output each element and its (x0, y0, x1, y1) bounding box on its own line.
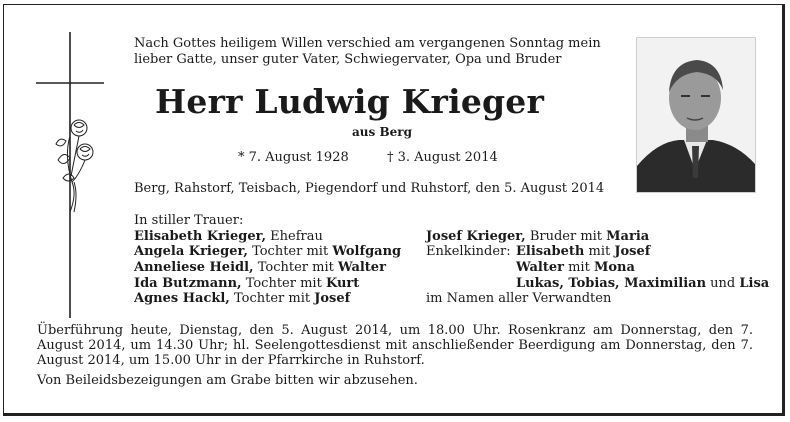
grandchild-row (516, 244, 650, 260)
grandchildren-label: Enkelkinder: (426, 244, 511, 259)
grandchild-row (516, 260, 635, 276)
mourner-name: Anneliese Heidl, (134, 260, 254, 275)
grandchildren-row (516, 276, 769, 292)
portrait-photo (636, 37, 756, 193)
mourner-row (134, 260, 386, 276)
brother-partner: Maria (606, 229, 650, 244)
mourner-relation: Tochter mit (229, 291, 315, 306)
grandchildren-names: Lukas, Tobias, Maximilian (516, 276, 707, 291)
relatives-line: im Namen aller Verwandten (426, 291, 612, 306)
origin: aus Berg (352, 125, 412, 139)
grandchild-name: Walter (516, 260, 564, 275)
mourner-partner: Wolfgang (332, 244, 402, 259)
grandchild-name: Elisabeth (516, 244, 585, 259)
mourner-name: Angela Krieger, (134, 244, 248, 259)
death-date: † 3. August 2014 (387, 150, 498, 165)
mourner-partner: Josef (314, 291, 351, 306)
mourner-name: Ida Butzmann, (134, 276, 242, 291)
deceased-name: Herr Ludwig Krieger (155, 82, 545, 121)
mourner-row (134, 229, 323, 245)
cross-with-roses-icon (30, 32, 110, 318)
funeral-details: Überführung heute, Dienstag, den 5. August 2014, um 18.00 Uhr. Rosenkranz am Donnerstag, den 7. August 2014, um 14.30 Uhr; hl. Seelengottesdienst mit anschließender Beerdigung am Donnerstag, den 7. August 2014, um 15.00 Uhr in der Pfarrkirche in Ruhstorf. (37, 323, 753, 368)
brother-name: Josef Krieger, (426, 229, 526, 244)
mourner-relation: Tochter mit (253, 260, 338, 275)
mourner-name: Agnes Hackl, (134, 291, 230, 306)
grandchild-partner: Josef (614, 244, 651, 259)
mourner-name: Elisabeth Krieger, (134, 229, 267, 244)
intro-line-2: lieber Gatte, unser guter Vater, Schwiegervater, Opa und Bruder (134, 52, 562, 67)
grandchild-partner: Mona (593, 260, 635, 275)
mourner-relation: Tochter mit (241, 276, 326, 291)
portrait-image (637, 38, 755, 192)
closing-note: Von Beileidsbezeigungen am Grabe bitten wir abzusehen. (37, 373, 418, 388)
grandchild-last-name: Lisa (739, 276, 770, 291)
grandchild-relation: mit (584, 244, 615, 259)
brother-row (426, 229, 649, 245)
mourner-relation: Ehefrau (266, 229, 323, 244)
birth-date: * 7. August 1928 (238, 150, 349, 165)
mourner-row (134, 276, 359, 292)
mourner-row (134, 244, 401, 260)
grandchild-relation: mit (563, 260, 594, 275)
mourner-row (134, 291, 350, 307)
mourner-partner: Walter (337, 260, 386, 275)
intro-line-1: Nach Gottes heiligem Willen verschied am vergangenen Sonntag mein (134, 36, 601, 51)
mourning-label: In stiller Trauer: (134, 213, 244, 228)
grandchildren-conjunction: und (706, 276, 740, 291)
place-date: Berg, Rahstorf, Teisbach, Piegendorf und Ruhstorf, den 5. August 2014 (134, 181, 605, 196)
mourner-relation: Tochter mit (247, 244, 333, 259)
brother-relation: Bruder mit (525, 229, 607, 244)
mourner-partner: Kurt (325, 276, 360, 291)
